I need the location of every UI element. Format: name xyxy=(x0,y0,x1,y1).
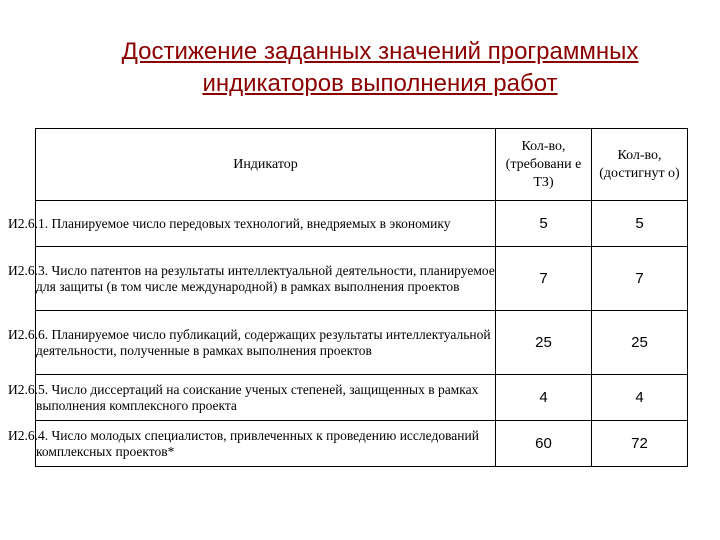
page-title xyxy=(40,36,720,100)
row-label: И2.6.4. Число молодых специалистов, привлеченных к проведению исследований комплексных проектов* xyxy=(36,421,496,467)
title-line-1: Достижение заданных значений программных xyxy=(121,38,639,65)
indicators-table xyxy=(8,128,688,467)
row-required: 25 xyxy=(496,311,592,375)
row-achieved: 4 xyxy=(592,375,688,421)
table-header-row xyxy=(36,129,688,201)
table-row xyxy=(36,421,688,467)
table-row xyxy=(36,311,688,375)
row-label: И2.6.5. Число диссертаций на соискание ученых степеней, защищенных в рамках выполнения комплексного проекта xyxy=(36,375,496,421)
table-row xyxy=(36,247,688,311)
row-label: И2.6.1. Планируемое число передовых технологий, внедряемых в экономику xyxy=(36,201,496,247)
row-required: 60 xyxy=(496,421,592,467)
row-achieved: 7 xyxy=(592,247,688,311)
title-line-2: индикаторов выполнения работ xyxy=(202,70,558,97)
row-achieved: 25 xyxy=(592,311,688,375)
row-required: 4 xyxy=(496,375,592,421)
header-achieved: Кол-во, (достигнут о) xyxy=(592,129,688,201)
header-indicator: Индикатор xyxy=(36,129,496,201)
row-achieved: 5 xyxy=(592,201,688,247)
row-achieved: 72 xyxy=(592,421,688,467)
row-required: 5 xyxy=(496,201,592,247)
row-required: 7 xyxy=(496,247,592,311)
row-label: И2.6.3. Число патентов на результаты интеллектуальной деятельности, планируемое для защиты (в том числе международной) в рамках выполнения проектов xyxy=(36,247,496,311)
table-row xyxy=(36,201,688,247)
table-row xyxy=(36,375,688,421)
row-label: И2.6.6. Планируемое число публикаций, содержащих результаты интеллектуальной деятельности, полученные в рамках выполнения проектов xyxy=(36,311,496,375)
header-required: Кол-во, (требовани е ТЗ) xyxy=(496,129,592,201)
